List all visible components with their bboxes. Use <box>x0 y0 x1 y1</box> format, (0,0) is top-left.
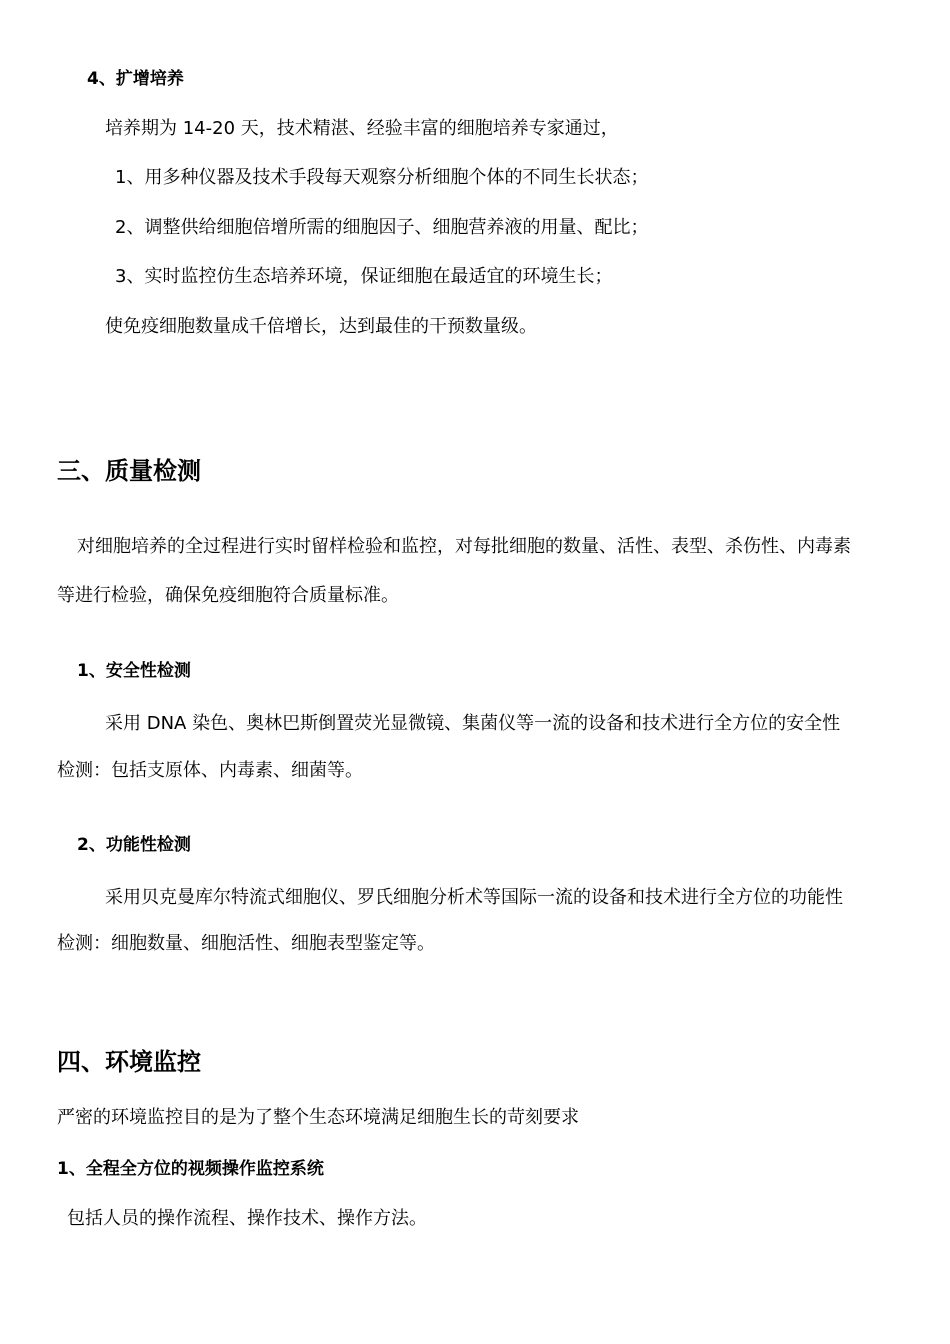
expansion-step-2: 2、调整供给细胞倍增所需的细胞因子、细胞营养液的用量、配比； <box>115 217 649 238</box>
function-line-2: 检测：细胞数量、细胞活性、细胞表型鉴定等。 <box>57 933 435 954</box>
function-heading: 2、功能性检测 <box>77 835 191 855</box>
expansion-intro: 培养期为 14-20 天，技术精湛、经验丰富的细胞培养专家通过， <box>105 118 619 139</box>
function-line-1: 采用贝克曼库尔特流式细胞仪、罗氏细胞分析术等国际一流的设备和技术进行全方位的功能性 <box>105 887 843 908</box>
expansion-step-1: 1、用多种仪器及技术手段每天观察分析细胞个体的不同生长状态； <box>115 167 649 188</box>
environment-heading: 四、环境监控 <box>57 1048 201 1076</box>
environment-intro: 严密的环境监控目的是为了整个生态环境满足细胞生长的苛刻要求 <box>57 1107 579 1128</box>
video-monitoring-heading: 1、全程全方位的视频操作监控系统 <box>57 1159 324 1179</box>
expansion-conclusion: 使免疫细胞数量成千倍增长，达到最佳的干预数量级。 <box>105 316 537 337</box>
quality-intro-line-2: 等进行检验，确保免疫细胞符合质量标准。 <box>57 585 399 606</box>
expansion-heading: 4、扩增培养 <box>87 69 184 89</box>
safety-heading: 1、安全性检测 <box>77 661 191 681</box>
quality-intro-line-1: 对细胞培养的全过程进行实时留样检验和监控，对每批细胞的数量、活性、表型、杀伤性、内毒素 <box>77 536 851 557</box>
expansion-step-3: 3、实时监控仿生态培养环境，保证细胞在最适宜的环境生长； <box>115 266 613 287</box>
quality-heading: 三、质量检测 <box>57 457 201 485</box>
video-monitoring-text: 包括人员的操作流程、操作技术、操作方法。 <box>67 1208 427 1229</box>
safety-line-2: 检测：包括支原体、内毒素、细菌等。 <box>57 760 363 781</box>
safety-line-1: 采用 DNA 染色、奥林巴斯倒置荧光显微镜、集菌仪等一流的设备和技术进行全方位的安全性 <box>105 713 841 734</box>
